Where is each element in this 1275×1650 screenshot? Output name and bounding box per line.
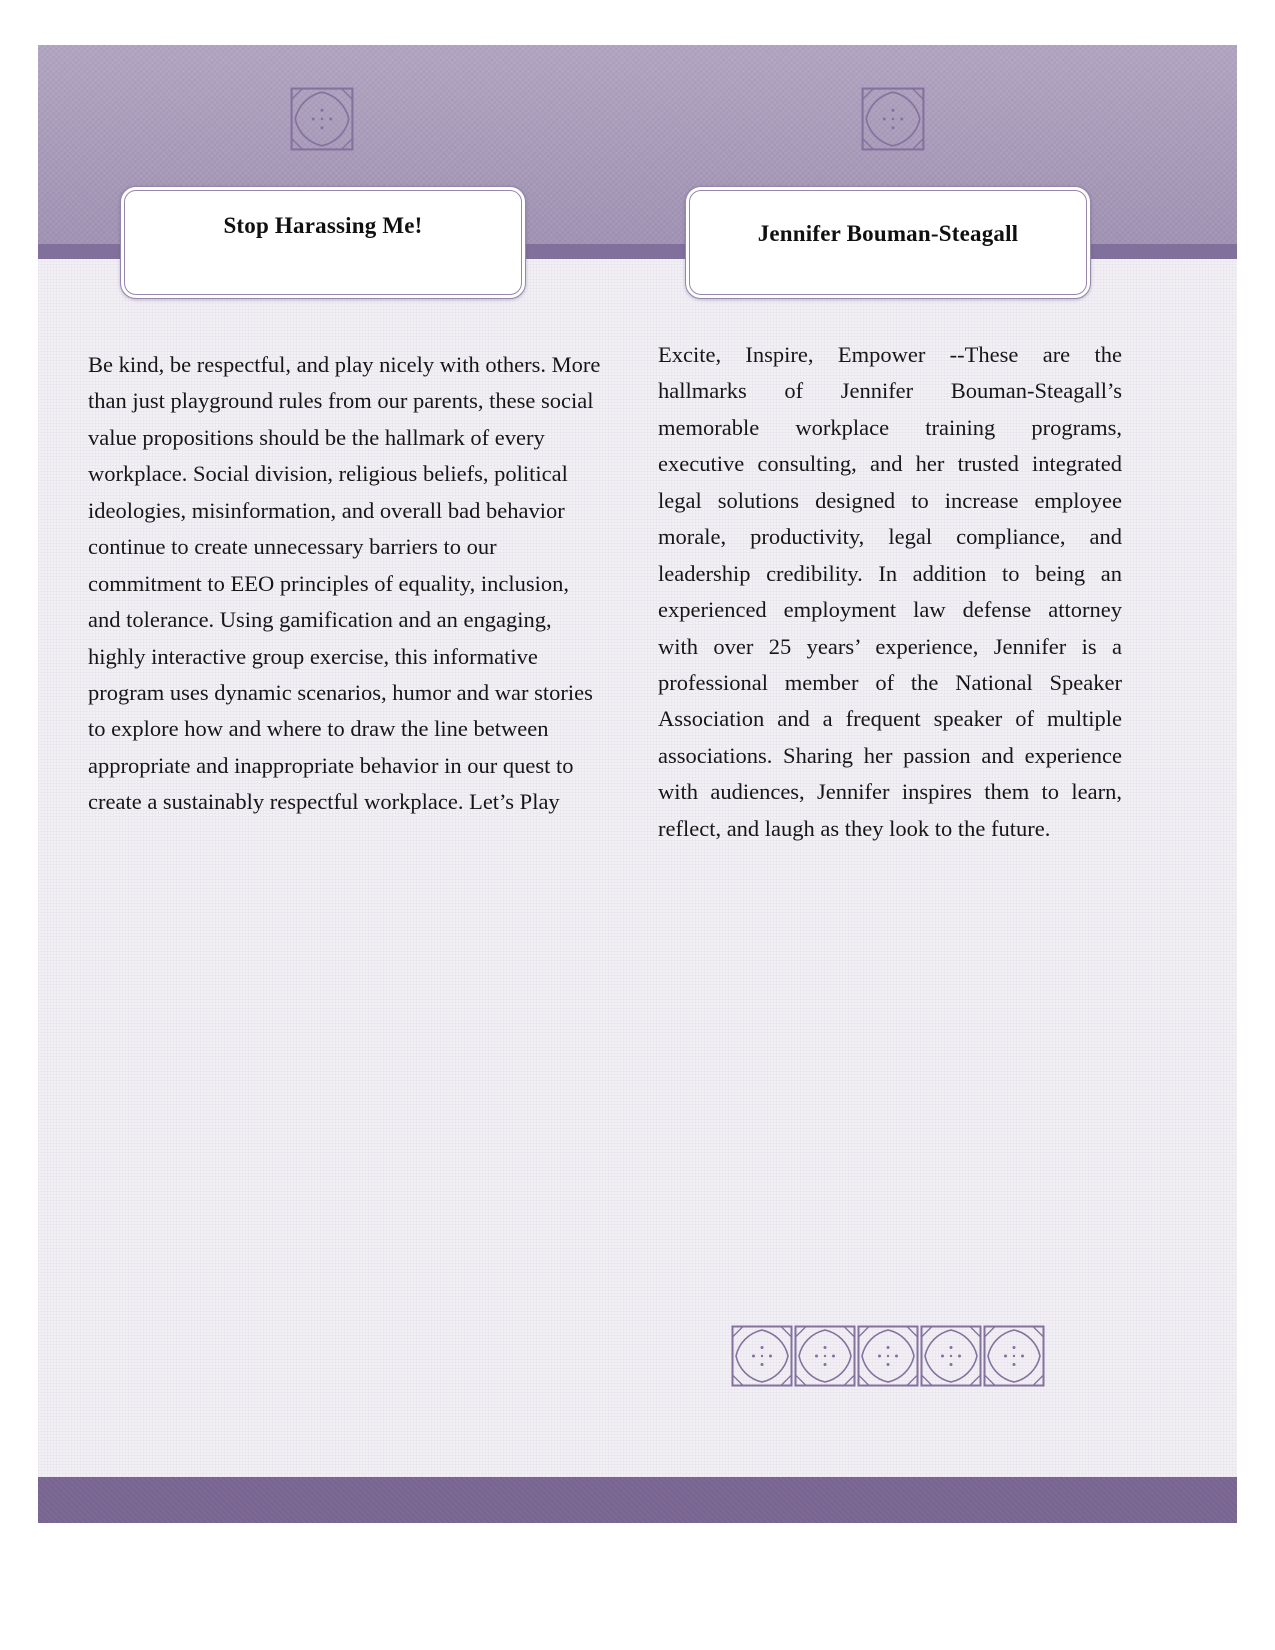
diamond-ornament-icon bbox=[919, 1324, 983, 1388]
presenter-bio: Excite, Inspire, Empower --These are the hallmarks of Jennifer Bouman-Steagall’s memorable workplace training programs, executive consulting, and her trusted integrated legal solutions designed to increase employee morale, productivity, legal compliance, and leadership credibility. In addition to being an experienced employment law defense attorney with over 25 years’ experience, Jennifer is a professional member of the National Speaker Association and a frequent speaker of multiple associations. Sharing her passion and experience with audiences, Jennifer inspires them to learn, reflect, and laugh as they look to the future. bbox=[658, 342, 1122, 841]
diamond-ornament-icon bbox=[289, 86, 355, 152]
presenter-title-box bbox=[685, 186, 1091, 299]
presenter-name: Jennifer Bouman-Steagall bbox=[757, 221, 1019, 246]
diamond-ornament-icon bbox=[860, 86, 926, 152]
ornament-row bbox=[730, 1324, 1045, 1388]
diamond-ornament-icon bbox=[856, 1324, 920, 1388]
program-description: Be kind, be respectful, and play nicely with others. More than just playground rules from our parents, these social value propositions should be the hallmark of every workplace. Social division, religious beliefs, political ideologies, misinformation, and overall bad behavior continue to create unnecessary barriers to our commitment to EEO principles of equality, inclusion, and tolerance. Using gamification and an engaging, highly interactive group exercise, this informative program uses dynamic scenarios, humor and war stories to explore how and where to draw the line between appropriate and inappropriate behavior in our quest to create a sustainably respectful workplace. Let’s Play bbox=[88, 352, 601, 815]
diamond-ornament-icon bbox=[982, 1324, 1046, 1388]
footer-band bbox=[38, 1477, 1237, 1523]
program-title-box bbox=[120, 186, 526, 299]
diamond-ornament-icon bbox=[793, 1324, 857, 1388]
diamond-ornament-icon bbox=[730, 1324, 794, 1388]
program-title: Stop Harassing Me! bbox=[223, 213, 423, 238]
